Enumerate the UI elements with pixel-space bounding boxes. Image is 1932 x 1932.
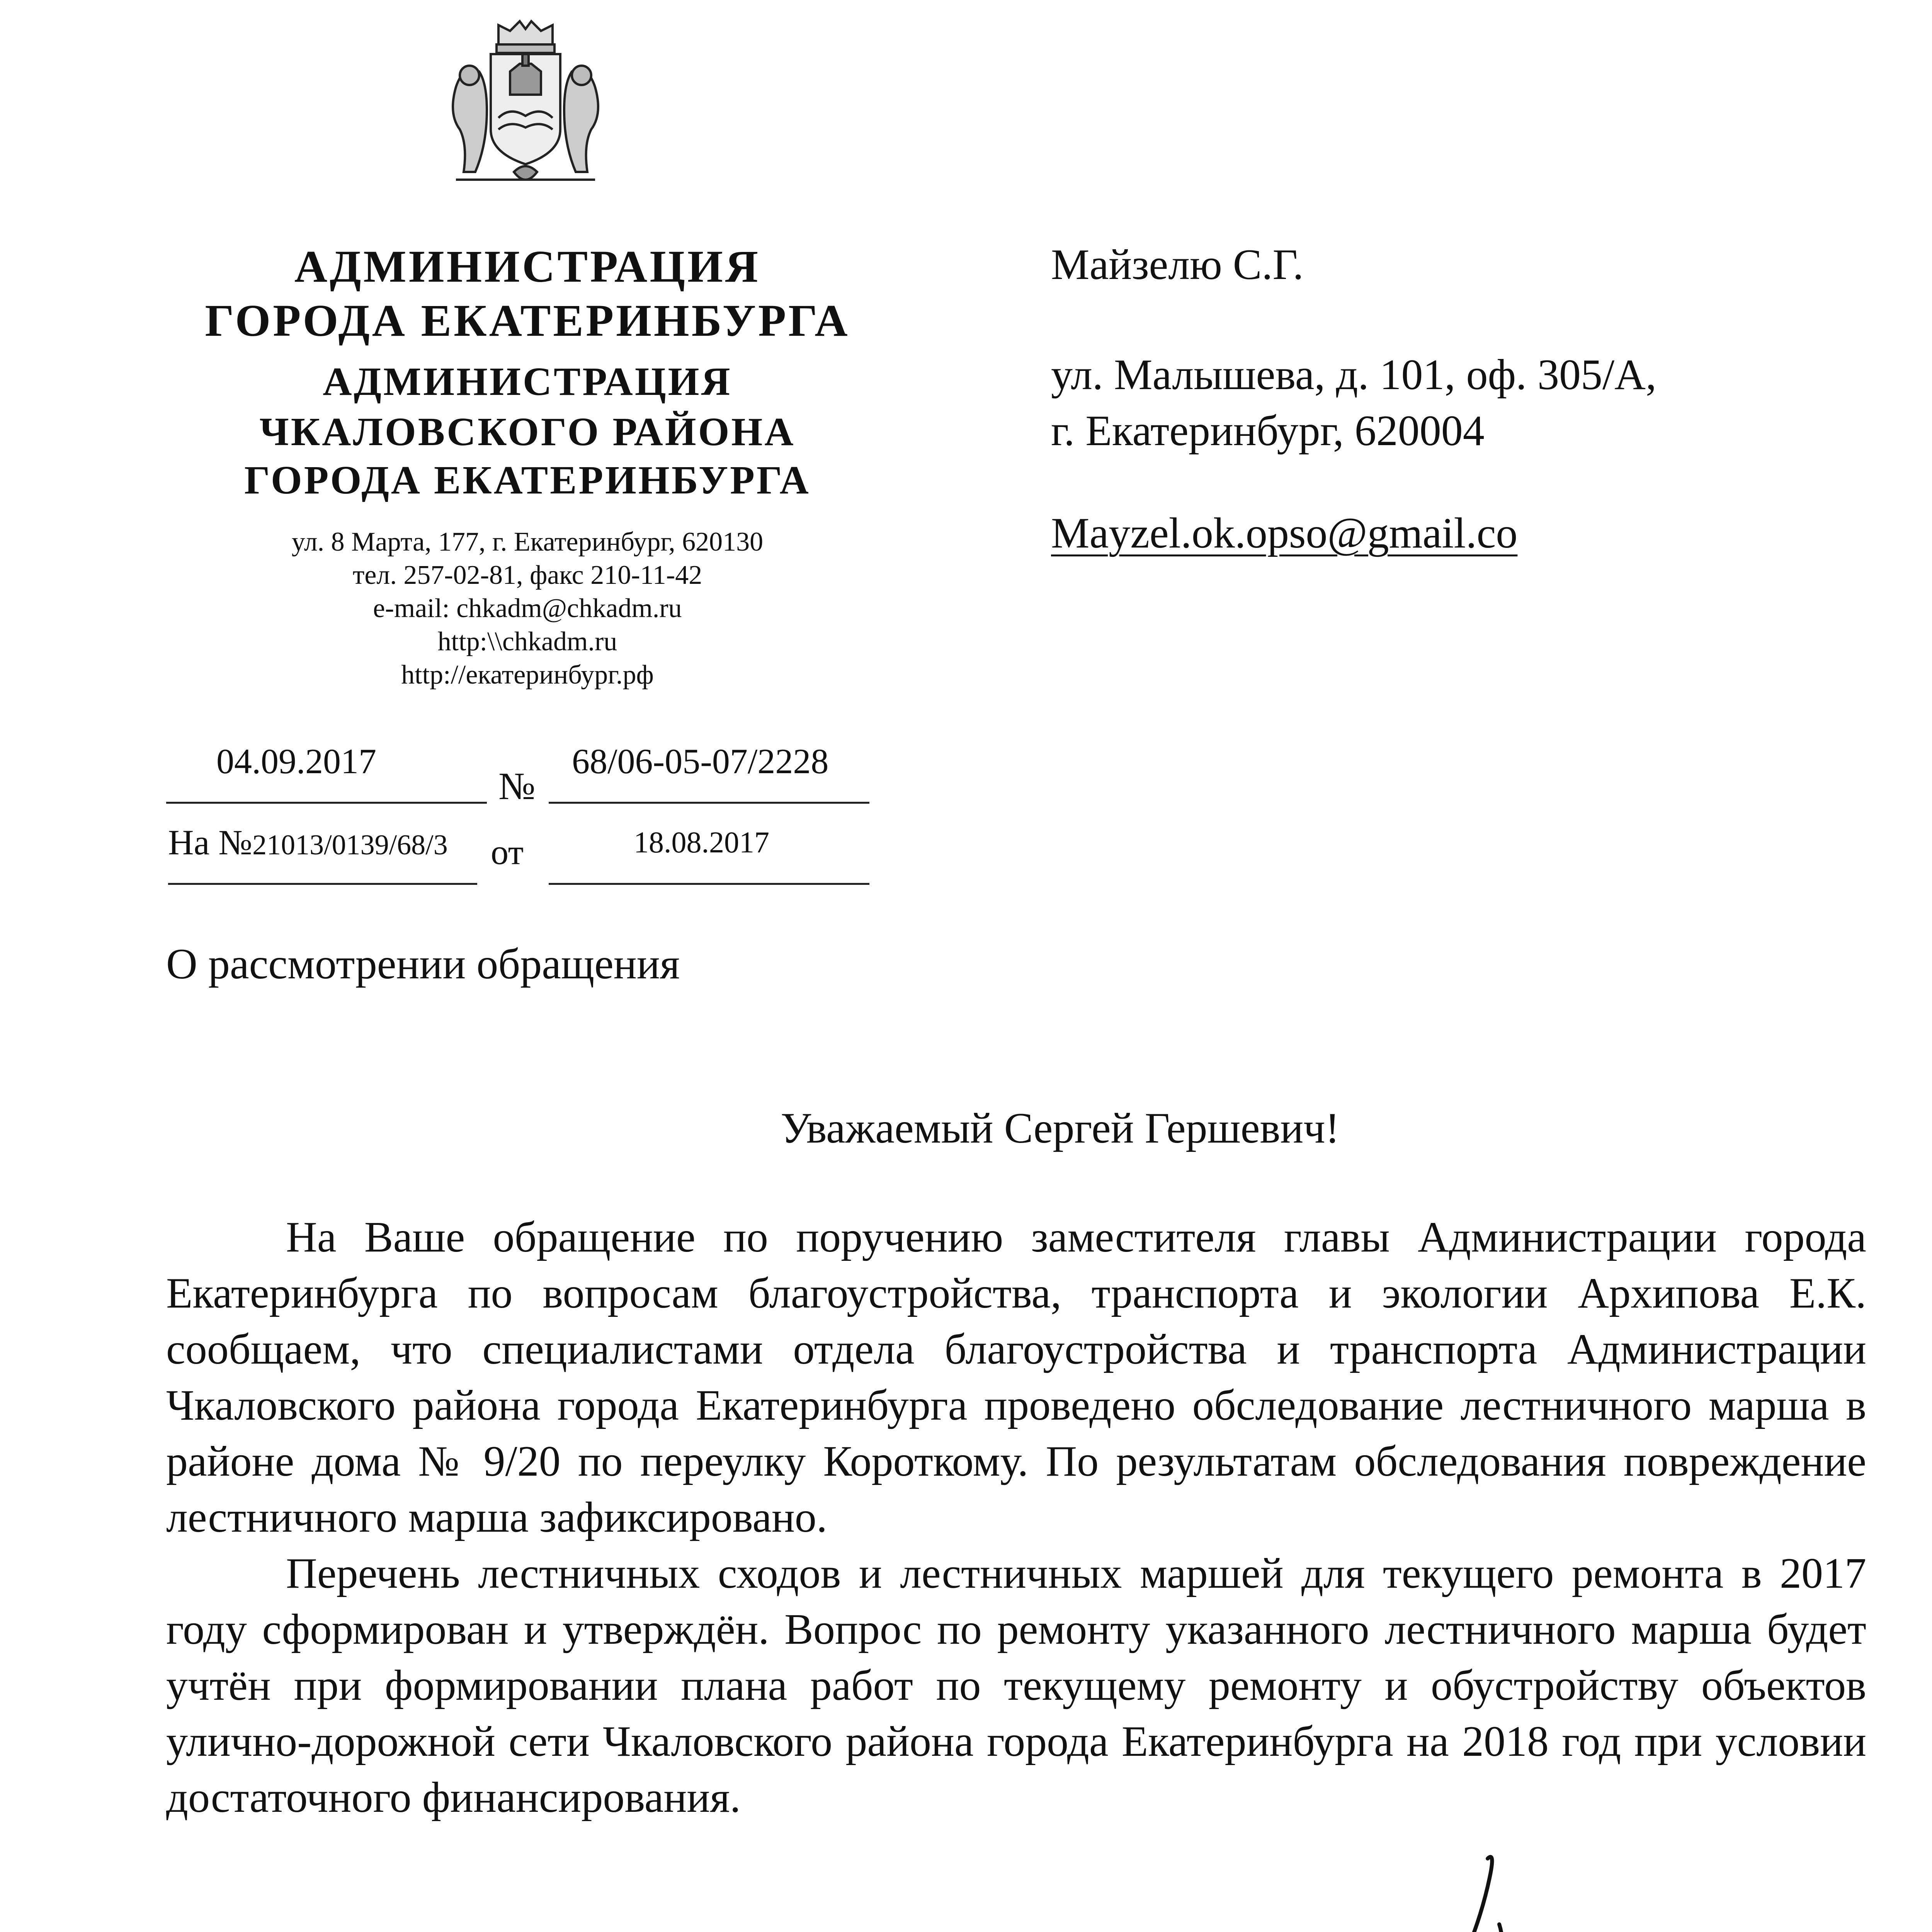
org-name-line1: АДМИНИСТРАЦИЯ bbox=[294, 241, 761, 292]
number-underline bbox=[549, 802, 869, 804]
body-paragraph-1: На Ваше обращение по поручению заместителя главы Администрации города Екатеринбурга по вопросам благоустройства, транспорта и экологии Архипова Е.К. сообщаем, что специалистами отдела благоустройства и транспорта Администрации Чкаловского района города Екатеринбурга проведено обследование лестничного марша в районе дома № 9/20 по переулку Короткому. По результатам обследования повреждение лестничного марша зафиксировано. bbox=[166, 1213, 1866, 1541]
recipient-address-line2: г. Екатеринбург, 620004 bbox=[1051, 407, 1485, 455]
body-paragraph-2: Перечень лестничных сходов и лестничных маршей для текущего ремонта в 2017 году сформирован и утверждён. Вопрос по ремонту указанного лестничного марша будет учтён при формировании плана работ по текущему ремонту и обустройству объектов улично-дорожной сети Чкаловского района города Екатеринбурга на 2018 год при условии достаточного финансирования. bbox=[166, 1549, 1866, 1821]
dept-name-line2: ЧКАЛОВСКОГО РАЙОНА bbox=[259, 410, 796, 454]
outgoing-number: 68/06-05-07/2228 bbox=[572, 742, 829, 781]
reply-date: 18.08.2017 bbox=[634, 825, 769, 859]
reply-number: 21013/0139/68/3 bbox=[252, 829, 448, 861]
contact-website: http:\\chkadm.ru bbox=[437, 627, 617, 656]
reply-number-underline bbox=[168, 883, 477, 885]
letter-greeting: Уважаемый Сергей Гершевич! bbox=[781, 1104, 1340, 1152]
contact-phone: тел. 257-02-81, факс 210-11-42 bbox=[352, 560, 702, 590]
reply-date-underline bbox=[549, 883, 869, 885]
contact-address: ул. 8 Марта, 177, г. Екатеринбург, 620130 bbox=[291, 527, 764, 557]
contact-website-rf: http://екатеринбург.рф bbox=[401, 660, 654, 690]
letter-subject: О рассмотрении обращения bbox=[166, 940, 680, 988]
letter-body bbox=[166, 1209, 1866, 1826]
recipient-email: Mayzel.ok.opso@gmail.co bbox=[1051, 509, 1518, 557]
reply-prefix: На №21013/0139/68/3 bbox=[168, 823, 448, 862]
contact-email: e-mail: chkadm@chkadm.ru bbox=[373, 594, 682, 623]
handwritten-signature bbox=[1391, 1847, 1553, 1932]
city-coat-of-arms-emblem bbox=[433, 17, 618, 193]
outgoing-date: 04.09.2017 bbox=[216, 742, 376, 781]
date-underline bbox=[166, 802, 487, 804]
number-sign: № bbox=[498, 765, 536, 808]
recipient-address-line1: ул. Малышева, д. 101, оф. 305/А, bbox=[1051, 351, 1657, 399]
reply-from-label: от bbox=[491, 832, 524, 872]
org-name-line2: ГОРОДА ЕКАТЕРИНБУРГА bbox=[205, 295, 850, 346]
dept-name-line3: ГОРОДА ЕКАТЕРИНБУРГА bbox=[244, 458, 811, 502]
dept-name-line1: АДМИНИСТРАЦИЯ bbox=[323, 359, 732, 404]
recipient-name: Майзелю С.Г. bbox=[1051, 241, 1304, 289]
